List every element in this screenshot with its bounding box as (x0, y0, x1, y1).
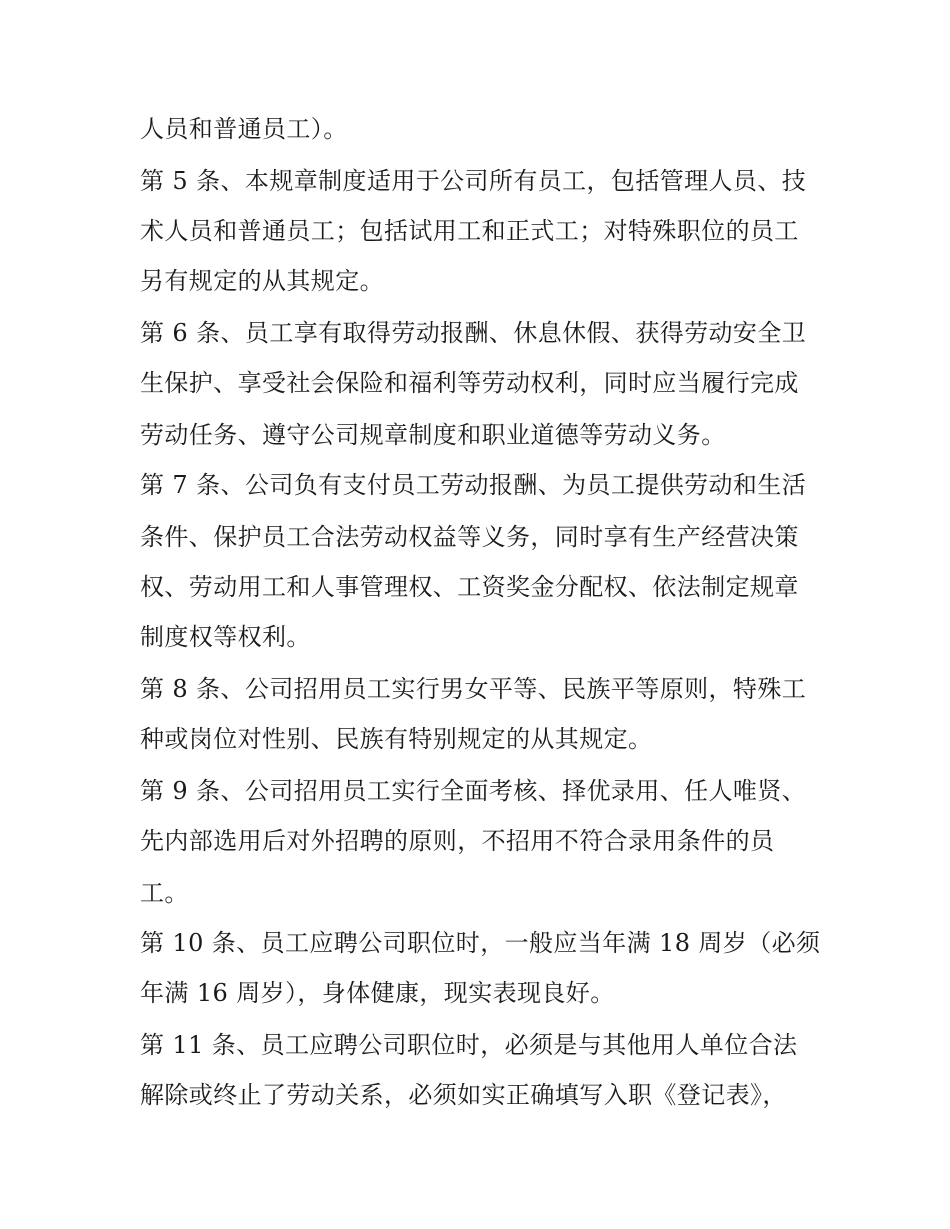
text-line: 第 5 条、本规章制度适用于公司所有员工，包括管理人员、技 (140, 167, 807, 195)
text-line: 种或岗位对性别、民族有特别规定的从其规定。 (140, 725, 653, 753)
text-line: 第 6 条、员工享有取得劳动报酬、休息休假、获得劳动安全卫 (140, 319, 807, 347)
text-line: 第 11 条、员工应聘公司职位时，必须是与其他用人单位合法 (140, 1031, 798, 1059)
text-line: 术人员和普通员工；包括试用工和正式工；对特殊职位的员工 (140, 217, 799, 245)
text-line: 年满 16 周岁），身体健康，现实表现良好。 (140, 979, 615, 1007)
text-line: 工。 (140, 879, 189, 907)
text-line: 第 7 条、公司负有支付员工劳动报酬、为员工提供劳动和生活 (140, 471, 807, 499)
text-line: 条件、保护员工合法劳动权益等义务，同时享有生产经营决策 (140, 523, 799, 551)
text-line: 解除或终止了劳动关系，必须如实正确填写入职《登记表》， (140, 1081, 787, 1109)
text-line: 第 8 条、公司招用员工实行男女平等、民族平等原则，特殊工 (140, 675, 807, 703)
text-line: 人员和普通员工）。 (140, 115, 348, 143)
text-line: 先内部选用后对外招聘的原则，不招用不符合录用条件的员 (140, 827, 775, 855)
text-line: 第 10 条、员工应聘公司职位时，一般应当年满 18 周岁（必须 (140, 929, 821, 957)
text-line: 另有规定的从其规定。 (140, 267, 384, 295)
text-line: 劳动任务、遵守公司规章制度和职业道德等劳动义务。 (140, 421, 726, 449)
text-line: 生保护、享受社会保险和福利等劳动权利，同时应当履行完成 (140, 369, 799, 397)
text-line: 权、劳动用工和人事管理权、工资奖金分配权、依法制定规章 (140, 573, 799, 601)
text-line: 第 9 条、公司招用员工实行全面考核、择优录用、任人唯贤、 (140, 777, 807, 805)
text-line: 制度权等权利。 (140, 623, 311, 651)
